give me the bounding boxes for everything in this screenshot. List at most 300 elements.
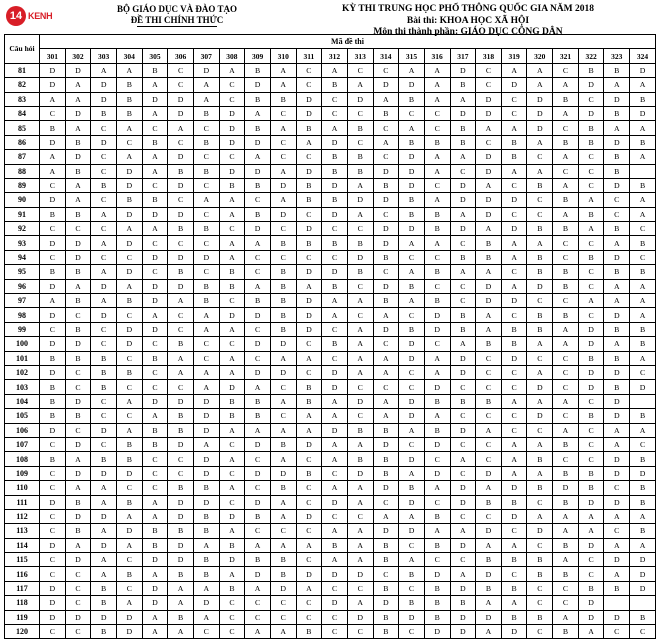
answer-cell: A [501, 437, 527, 451]
answer-cell: D [245, 78, 271, 92]
table-row [5, 394, 656, 408]
exam-code-group-header: Mã đề thi [40, 35, 656, 49]
answer-cell: A [245, 625, 271, 639]
answer-cell: D [168, 92, 194, 106]
answer-cell: B [399, 567, 425, 581]
answer-cell: D [193, 423, 219, 437]
answer-cell: C [296, 365, 322, 379]
answer-cell: C [578, 567, 604, 581]
answer-cell: A [245, 150, 271, 164]
answer-cell: D [501, 193, 527, 207]
answer-cell: C [604, 207, 630, 221]
answer-cell: D [168, 250, 194, 264]
answer-cell: D [65, 509, 91, 523]
answer-cell: A [270, 452, 296, 466]
answer-cell: D [347, 394, 373, 408]
answer-cell: C [424, 250, 450, 264]
answer-cell: D [322, 495, 348, 509]
answer-cell: A [322, 308, 348, 322]
answer-cell: C [270, 222, 296, 236]
answer-cell: B [168, 524, 194, 538]
answer-cell: B [630, 322, 656, 336]
answer-cell: C [450, 509, 476, 523]
answer-cell: B [91, 351, 117, 365]
answer-cell: D [450, 495, 476, 509]
answer-cell: C [604, 193, 630, 207]
table-row [5, 596, 656, 610]
answer-cell: A [219, 481, 245, 495]
answer-cell: D [399, 78, 425, 92]
question-number: 92 [5, 222, 40, 236]
table-row [5, 581, 656, 595]
answer-cell: A [373, 135, 399, 149]
answer-cell: C [270, 596, 296, 610]
answer-cell: C [476, 437, 502, 451]
exam-code-header: 309 [245, 49, 271, 63]
answer-cell: D [270, 178, 296, 192]
answer-cell: D [116, 207, 142, 221]
answer-cell: B [373, 466, 399, 480]
answer-cell: A [116, 279, 142, 293]
answer-cell: B [270, 92, 296, 106]
table-row [5, 222, 656, 236]
answer-cell: A [501, 394, 527, 408]
answer-cell: B [142, 193, 168, 207]
answer-cell: C [296, 524, 322, 538]
answer-cell: C [501, 409, 527, 423]
answer-cell: A [373, 365, 399, 379]
answer-cell: C [40, 466, 66, 480]
answer-cell: A [91, 63, 117, 77]
answer-cell: A [168, 121, 194, 135]
answer-cell: A [373, 394, 399, 408]
answer-cell: C [245, 481, 271, 495]
answer-cell: D [604, 135, 630, 149]
answer-cell: C [245, 351, 271, 365]
answer-cell: C [476, 409, 502, 423]
answer-cell: C [527, 495, 553, 509]
answer-cell: B [65, 495, 91, 509]
answer-cell: C [91, 222, 117, 236]
table-row [5, 92, 656, 106]
answer-cell: B [116, 567, 142, 581]
answer-cell: B [219, 279, 245, 293]
answer-cell: A [578, 509, 604, 523]
answer-cell: D [116, 337, 142, 351]
answer-cell: A [578, 294, 604, 308]
answer-cell: B [604, 322, 630, 336]
answer-cell: B [322, 279, 348, 293]
answer-cell: A [399, 265, 425, 279]
answer-cell: D [168, 509, 194, 523]
answer-cell: C [578, 308, 604, 322]
answer-cell: D [630, 63, 656, 77]
answer-cell: B [450, 322, 476, 336]
answer-cell: B [116, 193, 142, 207]
answer-cell: B [527, 610, 553, 624]
answer-cell: C [65, 581, 91, 595]
question-number: 117 [5, 581, 40, 595]
answer-cell: A [322, 437, 348, 451]
answer-cell: A [501, 596, 527, 610]
answer-cell: D [40, 337, 66, 351]
answer-cell: C [168, 63, 194, 77]
answer-cell: C [553, 380, 579, 394]
answer-cell: B [65, 409, 91, 423]
answer-cell: C [476, 63, 502, 77]
answer-cell: C [270, 610, 296, 624]
answer-cell: A [347, 437, 373, 451]
answer-cell: B [527, 481, 553, 495]
answer-cell: C [168, 135, 194, 149]
answer-cell: A [347, 78, 373, 92]
answer-cell: D [604, 250, 630, 264]
exam-code-header: 301 [40, 49, 66, 63]
answer-cell: A [347, 481, 373, 495]
answer-cell: C [399, 625, 425, 639]
answer-cell: B [424, 610, 450, 624]
answer-cell: B [424, 135, 450, 149]
answer-cell: D [399, 409, 425, 423]
answer-cell: D [476, 524, 502, 538]
answer-cell: B [553, 437, 579, 451]
exam-code-header: 323 [604, 49, 630, 63]
answer-cell: D [116, 625, 142, 639]
answer-cell: C [373, 495, 399, 509]
question-number: 115 [5, 553, 40, 567]
answer-cell: A [450, 524, 476, 538]
answer-cell: A [604, 294, 630, 308]
answer-cell: A [373, 409, 399, 423]
answer-cell: A [578, 625, 604, 639]
answer-cell: A [245, 106, 271, 120]
answer-cell: B [476, 236, 502, 250]
answer-cell: C [245, 250, 271, 264]
answer-cell: C [476, 351, 502, 365]
answer-cell: B [245, 178, 271, 192]
answer-cell: A [373, 351, 399, 365]
answer-cell: D [116, 164, 142, 178]
answer-cell: D [322, 365, 348, 379]
answer-cell: C [424, 121, 450, 135]
answer-cell: D [373, 222, 399, 236]
answer-cell: C [604, 524, 630, 538]
answer-cell: B [399, 92, 425, 106]
answer-cell: D [578, 365, 604, 379]
question-number: 112 [5, 509, 40, 523]
table-row [5, 193, 656, 207]
answer-cell: A [450, 452, 476, 466]
answer-cell: B [322, 78, 348, 92]
question-number: 91 [5, 207, 40, 221]
answer-cell: D [296, 164, 322, 178]
answer-cell: C [296, 250, 322, 264]
answer-cell: C [142, 236, 168, 250]
answer-cell: B [578, 351, 604, 365]
answer-cell: A [219, 365, 245, 379]
answer-cell: D [424, 567, 450, 581]
table-row [5, 452, 656, 466]
answer-cell: B [219, 178, 245, 192]
answer-cell: B [553, 265, 579, 279]
answer-cell: C [168, 466, 194, 480]
answer-cell: B [630, 135, 656, 149]
answer-cell: C [91, 337, 117, 351]
answer-cell: C [296, 610, 322, 624]
answer-cell: C [399, 365, 425, 379]
answer-cell: D [65, 394, 91, 408]
answer-cell: C [399, 538, 425, 552]
table-row [5, 265, 656, 279]
answer-cell: C [501, 365, 527, 379]
answer-cell: B [65, 322, 91, 336]
answer-cell: B [630, 452, 656, 466]
answer-cell: B [193, 524, 219, 538]
answer-cell: A [501, 164, 527, 178]
answer-cell: B [527, 553, 553, 567]
answer-cell: A [270, 193, 296, 207]
answer-cell: B [296, 178, 322, 192]
answer-cell: C [91, 322, 117, 336]
answer-cell: A [373, 308, 399, 322]
answer-cell: C [450, 279, 476, 293]
table-row [5, 106, 656, 120]
table-row [5, 409, 656, 423]
answer-cell: A [553, 106, 579, 120]
answer-cell: A [142, 308, 168, 322]
answer-cell: D [65, 63, 91, 77]
answer-cell: A [219, 193, 245, 207]
answer-cell: C [424, 495, 450, 509]
answer-cell: C [630, 437, 656, 451]
answer-cell: A [322, 394, 348, 408]
answer-cell: D [245, 495, 271, 509]
answer-cell: D [168, 538, 194, 552]
answer-cell: B [424, 265, 450, 279]
question-number: 97 [5, 294, 40, 308]
answer-cell: B [193, 294, 219, 308]
table-row [5, 294, 656, 308]
answer-cell: D [91, 466, 117, 480]
answer-cell: D [604, 365, 630, 379]
answer-cell: C [578, 423, 604, 437]
answer-cell: A [604, 423, 630, 437]
answer-cell: D [527, 409, 553, 423]
answer-cell: D [193, 596, 219, 610]
answer-cell: B [168, 567, 194, 581]
answer-cell: B [424, 207, 450, 221]
table-row [5, 308, 656, 322]
answer-cell: C [347, 581, 373, 595]
answer-cell: D [578, 322, 604, 336]
answer-cell: A [630, 538, 656, 552]
answer-cell: A [193, 193, 219, 207]
answer-cell: B [501, 495, 527, 509]
answer-cell: D [245, 437, 271, 451]
answer-cell: D [604, 92, 630, 106]
answer-cell: D [501, 625, 527, 639]
answer-cell: A [270, 538, 296, 552]
answer-cell: B [527, 567, 553, 581]
answer-cell: B [142, 538, 168, 552]
answer-cell: C [501, 92, 527, 106]
answer-cell: B [399, 279, 425, 293]
answer-cell: A [91, 207, 117, 221]
answer-cell: B [527, 452, 553, 466]
answer-cell: C [578, 394, 604, 408]
answer-cell: C [630, 222, 656, 236]
answer-cell: C [193, 337, 219, 351]
answer-cell: C [296, 150, 322, 164]
answer-cell: A [193, 538, 219, 552]
answer-cell: C [578, 92, 604, 106]
answer-cell: B [347, 164, 373, 178]
answer-cell: B [168, 222, 194, 236]
answer-cell: A [65, 178, 91, 192]
answer-cell: C [322, 610, 348, 624]
document-header [0, 0, 660, 37]
answer-cell: C [322, 250, 348, 264]
answer-cell: C [527, 625, 553, 639]
answer-cell: A [527, 466, 553, 480]
answer-cell: A [424, 92, 450, 106]
answer-cell: D [501, 78, 527, 92]
answer-cell: D [399, 524, 425, 538]
answer-cell: B [630, 92, 656, 106]
question-number: 110 [5, 481, 40, 495]
answer-cell: A [65, 193, 91, 207]
answer-cell: D [65, 150, 91, 164]
answer-cell: D [604, 394, 630, 408]
answer-cell: B [116, 452, 142, 466]
answer-cell: A [142, 78, 168, 92]
answer-cell: D [501, 481, 527, 495]
answer-cell: C [347, 279, 373, 293]
answer-cell: A [630, 78, 656, 92]
answer-cell: C [373, 567, 399, 581]
question-number: 100 [5, 337, 40, 351]
kenh14-logo [6, 4, 70, 28]
exam-code-header: 303 [91, 49, 117, 63]
answer-cell: D [219, 121, 245, 135]
answer-cell: A [424, 351, 450, 365]
answer-cell: B [347, 452, 373, 466]
answer-cell: C [450, 236, 476, 250]
answer-cell: B [40, 207, 66, 221]
answer-cell: C [501, 423, 527, 437]
answer-cell: B [270, 294, 296, 308]
answer-cell: D [142, 581, 168, 595]
answer-cell: B [65, 294, 91, 308]
answer-cell [630, 164, 656, 178]
answer-cell: D [578, 610, 604, 624]
answer-cell: A [245, 423, 271, 437]
answer-cell: A [142, 625, 168, 639]
answer-cell: A [65, 538, 91, 552]
answer-cell: C [91, 150, 117, 164]
answer-cell: A [399, 121, 425, 135]
answer-cell: C [65, 625, 91, 639]
answer-cell: A [553, 509, 579, 523]
answer-cell: D [527, 121, 553, 135]
answer-cell: A [424, 164, 450, 178]
answer-cell: D [142, 250, 168, 264]
answer-cell: C [604, 481, 630, 495]
answer-cell: D [168, 394, 194, 408]
answer-cell: D [450, 581, 476, 595]
answer-cell: C [40, 222, 66, 236]
answer-cell: D [630, 380, 656, 394]
answer-cell: C [578, 553, 604, 567]
answer-cell: D [219, 509, 245, 523]
answer-cell: D [399, 351, 425, 365]
answer-cell: D [270, 581, 296, 595]
answer-cell: A [142, 509, 168, 523]
answer-cell: B [116, 106, 142, 120]
answer-cell: C [142, 337, 168, 351]
answer-cell: C [399, 250, 425, 264]
answer-cell: A [91, 524, 117, 538]
answer-cell: B [399, 322, 425, 336]
table-row [5, 524, 656, 538]
answer-cell: C [578, 452, 604, 466]
answer-cell: B [450, 121, 476, 135]
answer-cell: A [270, 394, 296, 408]
answer-cell: C [578, 265, 604, 279]
answer-cell: D [322, 265, 348, 279]
answer-cell: B [553, 625, 579, 639]
answer-cell: C [553, 121, 579, 135]
answer-cell: B [476, 250, 502, 264]
answer-cell: D [450, 178, 476, 192]
answer-cell: B [270, 553, 296, 567]
answer-cell: D [527, 524, 553, 538]
answer-cell: A [476, 265, 502, 279]
answer-cell: B [578, 481, 604, 495]
answer-cell: C [219, 610, 245, 624]
answer-cell: C [424, 452, 450, 466]
answer-cell: D [296, 509, 322, 523]
answer-cell: D [116, 265, 142, 279]
answer-cell: B [501, 322, 527, 336]
answer-cell: C [322, 322, 348, 336]
answer-cell: D [399, 452, 425, 466]
table-row [5, 509, 656, 523]
answer-cell: A [501, 250, 527, 264]
answer-cell: C [91, 164, 117, 178]
answer-cell: D [476, 279, 502, 293]
table-row [5, 63, 656, 77]
exam-code-header: 308 [219, 49, 245, 63]
answer-cell: B [270, 265, 296, 279]
answer-cell: A [142, 106, 168, 120]
answer-cell: A [116, 509, 142, 523]
answer-cell: D [65, 553, 91, 567]
answer-cell: C [116, 135, 142, 149]
answer-cell: C [553, 581, 579, 595]
answer-cell: A [219, 452, 245, 466]
answer-cell: D [219, 553, 245, 567]
answer-cell: A [116, 63, 142, 77]
answer-cell: A [65, 121, 91, 135]
answer-cell: C [527, 193, 553, 207]
answer-cell: D [40, 135, 66, 149]
answer-cell: D [322, 423, 348, 437]
answer-cell: D [91, 135, 117, 149]
answer-cell: D [65, 437, 91, 451]
answer-cell: D [373, 437, 399, 451]
answer-cell: D [116, 610, 142, 624]
